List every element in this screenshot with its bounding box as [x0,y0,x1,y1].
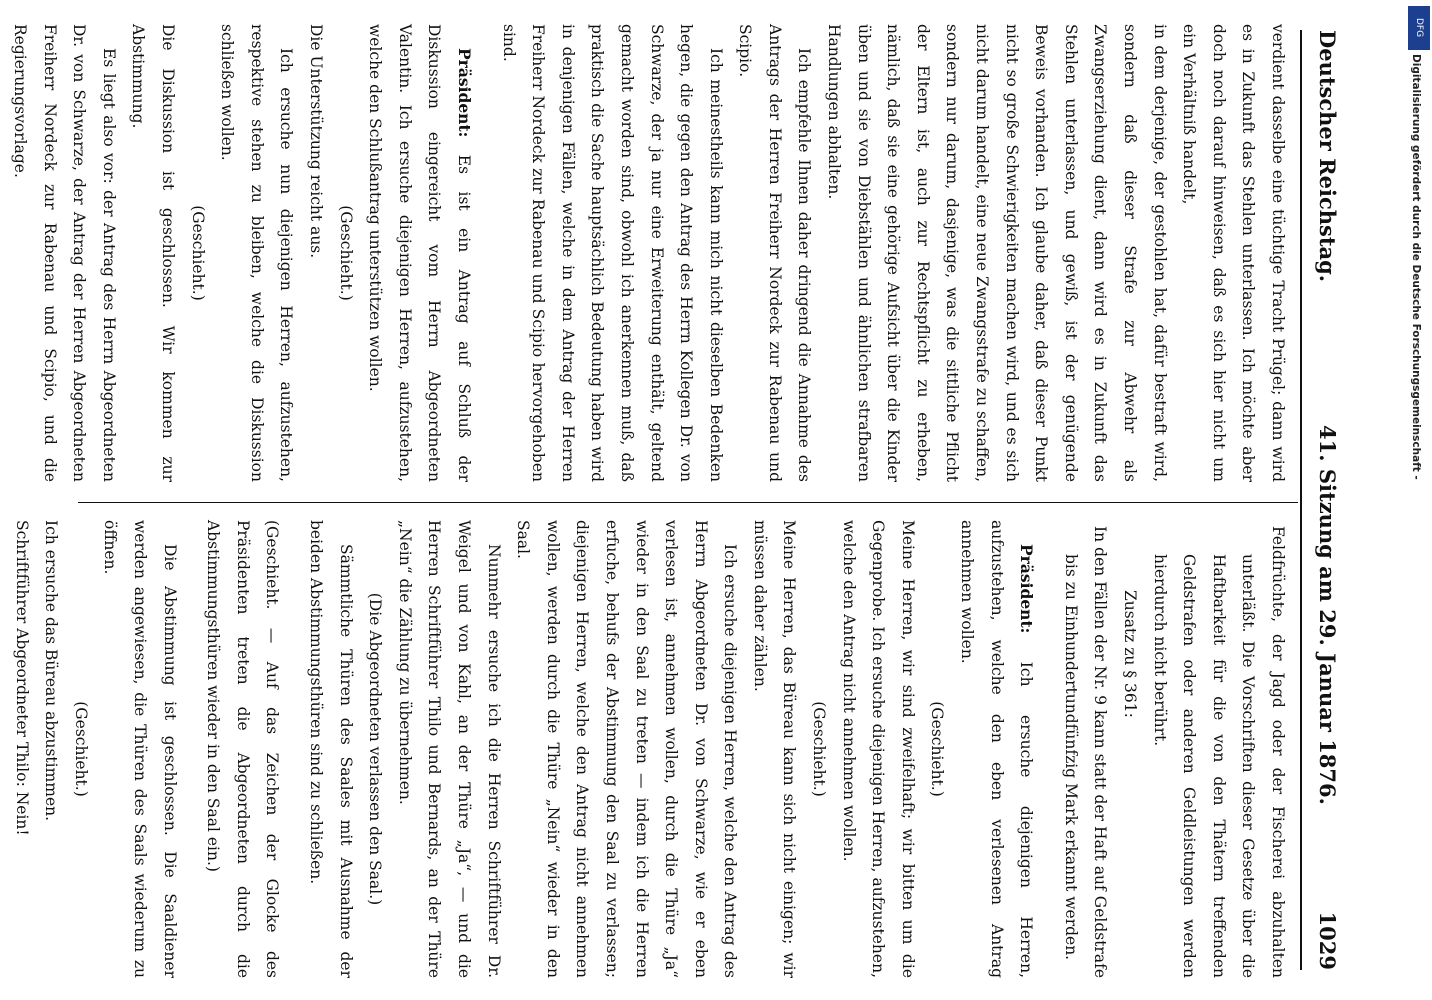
paragraph-text: Schriftführer Abgeordneter Thilo: Nein! [12,520,31,836]
paragraph-text: Meine Herren, wir sind zweifelhaft; wir bitten um die Gegenprobe. Ich ersuche diejenigen Herren, aufzustehen, welche den Antrag nicht annehmen wollen. [839,520,917,978]
paragraph [730,24,819,482]
paragraph [1041,520,1055,978]
paragraph-text: Sämmtliche Thüren des Saales mit Ausnahme der beiden Abstimmungsthüren sind zu schließen. [307,520,355,978]
paragraph-text: Ich meinestheils kann mich nicht dieselben Bedenken hegen, die gegen den Antrag des Herrn Kollegen Dr. von Schwarze, der ja nur eine Erweiterung enthält, geltend gemacht worden sind, obwohl ich anerkennen muß, daß praktisch die Sache hauptsächlich Bedeutung haben wird in denjenigen Fällen, welche in dem Antrag der Herren Freiherr Nordeck zur Rabenau und Scipio hervorgehoben sind. [499,24,725,482]
paragraph [65,520,95,978]
speaker-label: Präsident: [454,48,474,138]
paragraph-text: (Geschieht.) [928,701,947,797]
paragraph-text: Meine Herren, das Büreau kann sich nicht einigen; wir müssen daher zählen. [750,520,799,978]
paragraph-text: (Geschieht.) [810,701,829,797]
paragraph-text: (Geschieht. — Auf das Zeichen der Glocke des Präsidenten treten die Abgeordneten durch die Abstimmungsthüren wieder in den Saal ein.) [204,520,282,978]
dfg-logo: DFG [1408,6,1430,50]
paragraph [212,24,301,482]
paragraph-text [0,520,1,869]
paragraph [493,24,730,482]
paragraph [1174,24,1292,482]
paragraph [123,24,182,482]
paragraph [1114,520,1144,978]
paragraph [300,24,330,482]
paragraph-text: Die Diskussion ist geschlossen. Wir kommen zur Abstimmung. [129,24,178,482]
paragraph [833,520,922,978]
header-publication: Deutscher Reichstag. [1315,30,1340,283]
paragraph-text: (Geschieht.) [188,205,207,301]
paragraph-text: Ich ersuche diejenigen Herren, welche den Antrag des Herrn Abgeordneten Dr. von Schwarze, wie er eben verlesen ist, annehmen wollen, durch die Thüre „Ja“ wieder in den Saal zu treten — indem ich die Herren erfuche, behufs der Abstimmung den Saal zu verlassen; diejenigen Herren, welche den Antrag nicht annehmen wollen, werden durch die Thüre „Nein“ wieder in den Saal. [514,520,740,978]
scanned-page [11,0,1366,1000]
paragraph-text: Feldfrüchte, der Jagd oder der Fischerei abzuhalten unterläßt. Die Vorschriften dieser Gesetze über die Haftbarkeit für die von den Thätern treffenden Geldstrafen oder anderen Geldleistungen werden hierdurch nicht berührt. [1150,526,1287,978]
paragraph [508,520,745,978]
paragraph-text: Es liegt also vor: der Antrag des Herrn Abgeordneten Dr. von Schwarze, der Antrag der Herren Abgeordneten Freiherr Nordeck zur Rabenau und Scipio, und die Regierungsvorlage. [11,24,118,482]
paragraph [0,520,6,978]
paragraph [182,24,212,482]
paragraph [819,24,1174,482]
paragraph [95,520,184,978]
paragraph [4,24,122,482]
paragraph [389,520,507,978]
paragraph-text: Die Unterstützung reicht aus. [307,24,325,259]
right-column [12,520,1292,978]
left-column [11,24,1292,482]
paragraph-text: Nunmehr ersuche ich die Herren Schriftführer Dr. Weigel und von Kahl, an der Thüre „Ja“, — und die Herren Schriftführer Thilo und Bernards, an der Thüre „Nein“ die Zählung zu übernehmen. [395,520,503,978]
digitization-credit: Digitalisierung gefördert durch die Deutsche Forschungsgemeinschaft - [1410,54,1422,480]
paragraph [1055,520,1114,978]
paragraph [360,520,390,978]
paragraph [0,24,4,482]
paragraph [300,520,359,978]
paragraph-text: Ich ersuche das Büreau abzustimmen. [42,520,61,822]
header-session: 41. Sitzung am 29. Januar 1876. [1315,425,1340,805]
paragraph [360,24,479,482]
paragraph [6,520,36,978]
paragraph [1144,520,1292,978]
paragraph [922,520,952,978]
paragraph-text: (Geschieht.) [71,701,90,797]
speaker-label: Präsident: [1017,544,1037,634]
header-rule [1300,30,1302,970]
paragraph-text: (Geschieht.) [336,205,355,301]
paragraph-text: Zusatz zu § 361: [1121,590,1140,718]
paragraph [286,520,300,978]
paragraph-text: Ich ersuche nun diejenigen Herren, aufzustehen, respektive stehen zu bleiben, welche die Diskussion schließen wollen. [218,24,296,482]
paragraph-text: Ich ersuche diejenigen Herren, aufzustehen, welche den eben verlesenen Antrag annehmen wollen. [958,520,1036,978]
paragraph [479,24,493,482]
paragraph-text: Die Abstimmung ist geschlossen. Die Saaldiener werden angewiesen, die Thüren des Saals wiederum zu öffnen. [101,520,179,978]
paragraph-text: Ich empfehle Ihnen daher dringend die Annahme des Antrags der Herren Freiherr Nordeck zur Rabenau und Scipio. [736,24,814,482]
paragraph-text: in dem derjenige, der gestohlen hat, dafür bestraft wird, sondern daß dieser Strafe zur Abwehr als Zwangserziehung dient, dann wird es in Zukunft das Stehlen unterlassen, und gewiß, ist der genügende Beweis vorhanden. Ich glaube daher, daß dieser Punkt nicht so große Schwierigkeiten machen wird, und es sich nicht darum handelt, eine neue Zwangsstrafe zu schaffen, sondern nur darum, dasjenige, was die sittliche Pflicht der Eltern ist, auch zur Rechtspflicht zu erheben, nämlich, daß sie eine gehörige Aufsicht über die Kinder üben und sie von Diebstählen und ähnlichen strafbaren Handlungen abhalten. [825,24,1169,482]
paragraph [330,24,360,482]
paragraph-text: verdient dasselbe eine tüchtige Tracht Prügel; dann wird es in Zukunft das Stehlen unterlassen. Ich möchte aber doch noch darauf hinweisen, daß es sich hier nicht um ein Verhältniß handelt, [1180,24,1287,482]
paragraph-text: (Die Abgeordneten verlassen den Saal.) [366,592,385,906]
page-number: 1029 [1315,911,1340,970]
paragraph [36,520,66,978]
paragraph [951,520,1041,978]
paragraph [804,520,834,978]
paragraph [198,520,287,978]
column-rule [78,502,1298,503]
paragraph [184,520,198,978]
paragraph [744,520,803,978]
running-head [1308,30,1348,970]
paragraph-text: Es ist ein Antrag auf Schluß der Diskussion eingereicht vom Herrn Abgeordneten Valentin. Ich ersuche diejenigen Herren, aufzustehen, welche den Schlußantrag unterstützen wollen. [366,24,473,482]
paragraph-text: In den Fällen der Nr. 9 kann statt der Haft auf Geldstrafe bis zu Einhundertundfünfzig Mark erkannt werden. [1061,526,1110,978]
